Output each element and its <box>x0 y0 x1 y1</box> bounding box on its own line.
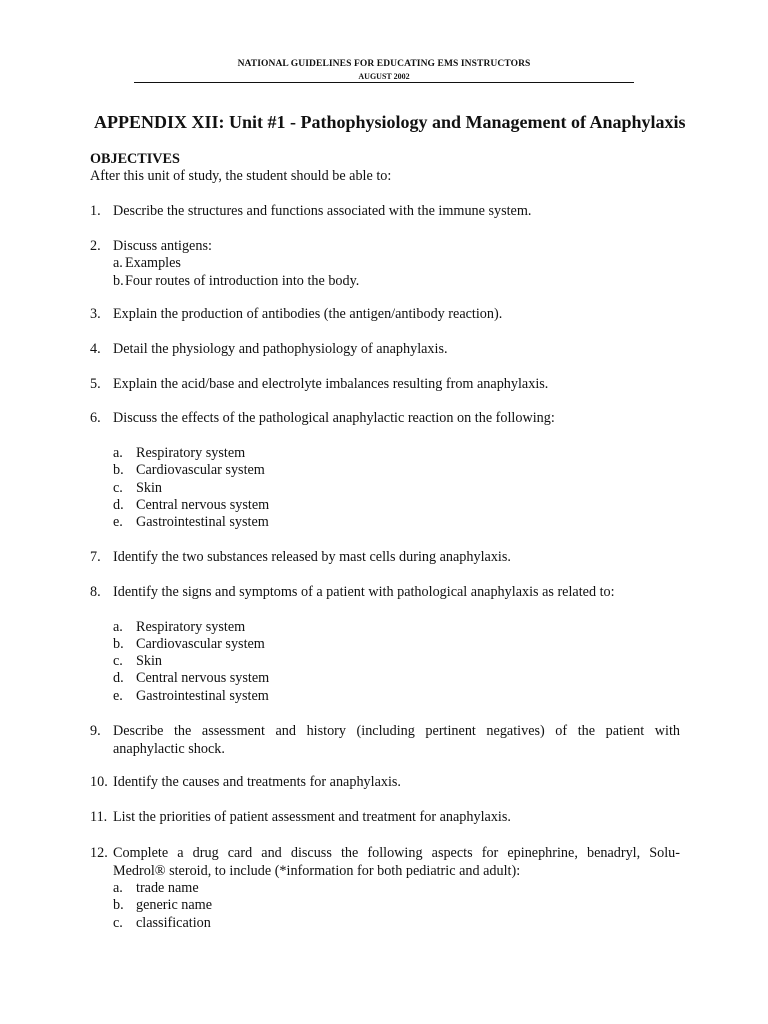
sub-item-letter: d. <box>113 670 124 686</box>
sub-item <box>113 619 245 637</box>
objective-item <box>90 203 680 221</box>
sub-item-text: Gastrointestinal system <box>136 688 269 704</box>
item-number: 2. <box>90 238 101 254</box>
sub-item-text: Cardiovascular system <box>136 636 265 652</box>
item-text: List the priorities of patient assessment and treatment for anaphylaxis. <box>113 809 511 825</box>
item-number: 7. <box>90 549 101 565</box>
item-text: Identify the causes and treatments for anaphylaxis. <box>113 774 401 790</box>
sub-item-text: Cardiovascular system <box>136 462 265 478</box>
running-header-date: AUGUST 2002 <box>358 72 410 81</box>
item-number: 8. <box>90 584 101 600</box>
item-text-line-2: Medrol® steroid, to include (*information for both pediatric and adult): <box>113 862 521 879</box>
sub-item-text: Examples <box>125 255 181 271</box>
running-header-title: NATIONAL GUIDELINES FOR EDUCATING EMS INSTRUCTORS <box>237 59 531 69</box>
item-text-line-1: Complete a drug card and discuss the following aspects for epinephrine, benadryl, Solu- <box>113 845 680 861</box>
sub-item <box>113 255 181 273</box>
sub-item <box>113 273 359 291</box>
item-text: Describe the structures and functions associated with the immune system. <box>113 203 532 219</box>
sub-item-text: Gastrointestinal system <box>136 514 269 530</box>
sub-item-text: Four routes of introduction into the body. <box>125 273 360 289</box>
objective-item <box>90 549 680 567</box>
item-text: Explain the acid/base and electrolyte imbalances resulting from anaphylaxis. <box>113 376 549 392</box>
sub-item-letter: e. <box>113 514 123 530</box>
sub-item-letter: d. <box>113 497 124 513</box>
sub-item <box>113 636 265 654</box>
item-number: 4. <box>90 341 101 357</box>
sub-item-text: trade name <box>136 880 199 896</box>
sub-item <box>113 688 269 706</box>
item-number: 5. <box>90 376 101 392</box>
item-text: Detail the physiology and pathophysiology of anaphylaxis. <box>113 341 448 357</box>
sub-item-text: Skin <box>136 480 163 496</box>
item-text: Identify the signs and symptoms of a patient with pathological anaphylaxis as related to: <box>113 584 615 600</box>
objective-item <box>90 376 680 394</box>
objective-item <box>90 238 680 256</box>
sub-item <box>113 462 265 480</box>
sub-item-letter: c. <box>113 480 123 496</box>
sub-item-letter: c. <box>113 915 123 931</box>
item-number: 11. <box>90 809 108 825</box>
sub-item-text: generic name <box>136 897 213 913</box>
objectives-intro: After this unit of study, the student should be able to: <box>90 168 392 184</box>
objective-item <box>90 306 680 324</box>
sub-item-letter: a. <box>113 255 123 271</box>
item-number: 12. <box>90 845 108 861</box>
item-number: 6. <box>90 410 101 426</box>
sub-item-text: Respiratory system <box>136 619 246 635</box>
item-number: 10. <box>90 774 108 790</box>
item-text: Identify the two substances released by mast cells during anaphylaxis. <box>113 549 511 565</box>
sub-item-letter: c. <box>113 653 123 669</box>
sub-item-letter: a. <box>113 880 123 896</box>
sub-item <box>113 514 269 532</box>
objective-item <box>90 341 680 359</box>
objectives-heading: OBJECTIVES <box>90 151 180 167</box>
objective-item <box>90 584 680 602</box>
page-title: APPENDIX XII: Unit #1 - Pathophysiology and Management of Anaphylaxis <box>94 112 686 132</box>
sub-item-text: classification <box>136 915 211 931</box>
sub-item-letter: b. <box>113 897 124 913</box>
sub-item <box>113 480 162 498</box>
item-number: 3. <box>90 306 101 322</box>
sub-item-letter: b. <box>113 462 124 478</box>
sub-item-letter: a. <box>113 445 123 461</box>
item-number: 9. <box>90 723 101 739</box>
sub-item <box>113 915 211 933</box>
sub-item-letter: e. <box>113 688 123 704</box>
sub-item <box>113 653 162 671</box>
sub-item <box>113 445 245 463</box>
item-text-line-1: Describe the assessment and history (including pertinent negatives) of the patient with <box>113 723 680 739</box>
item-text-line-2: anaphylactic shock. <box>113 740 225 757</box>
objective-item <box>90 809 680 827</box>
item-text: Explain the production of antibodies (the antigen/antibody reaction). <box>113 306 503 322</box>
sub-item-text: Central nervous system <box>136 670 270 686</box>
objective-item <box>90 774 680 792</box>
header-divider <box>134 82 634 83</box>
item-text: Discuss the effects of the pathological anaphylactic reaction on the following: <box>113 410 555 426</box>
item-number: 1. <box>90 203 101 219</box>
objective-item <box>90 723 680 758</box>
sub-item <box>113 497 269 515</box>
sub-item <box>113 880 199 898</box>
sub-item-text: Skin <box>136 653 163 669</box>
item-text: Discuss antigens: <box>113 238 212 254</box>
sub-item-letter: b. <box>113 636 124 652</box>
sub-item <box>113 670 269 688</box>
sub-item-letter: a. <box>113 619 123 635</box>
sub-item-text: Respiratory system <box>136 445 246 461</box>
objective-item <box>90 845 680 880</box>
sub-item-letter: b. <box>113 273 124 289</box>
sub-item <box>113 897 212 915</box>
sub-item-text: Central nervous system <box>136 497 270 513</box>
objective-item <box>90 410 680 428</box>
